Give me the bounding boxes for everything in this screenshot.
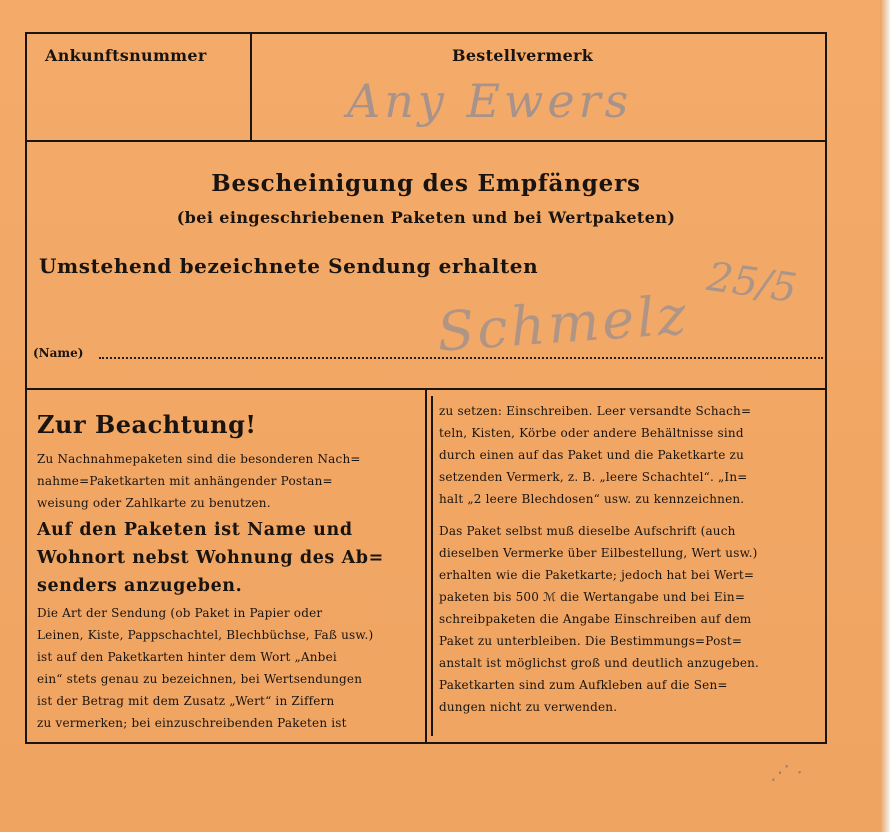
text-line: weisung oder Zahlkarte zu benutzen.	[37, 496, 271, 510]
text-line: nahme=Paketkarten mit anhängender Postan=	[37, 474, 333, 488]
text-line: ein“ stets genau zu bezeichnen, bei Wertsendungen	[37, 672, 363, 686]
text-line: paketen bis 500 ℳ die Wertangabe und bei Ein=	[439, 590, 746, 604]
handwritten-date: 25/5	[704, 253, 800, 313]
card-edge	[880, 0, 890, 832]
text-line: Das Paket selbst muß dieselbe Aufschrift (auch	[439, 524, 736, 538]
text-line: Wohnort nebst Wohnung des Ab=	[37, 548, 384, 568]
certificate-subtitle: (bei eingeschriebenen Paketen und bei Wertpaketen)	[176, 208, 676, 227]
form-frame	[25, 32, 827, 744]
text-line: erhalten wie die Paketkarte; jedoch hat bei Wert=	[439, 568, 755, 582]
text-line: durch einen auf das Paket und die Paketkarte zu	[439, 448, 744, 462]
text-line: Die Art der Sendung (ob Paket in Papier oder	[37, 606, 323, 620]
sender-address-notice	[37, 516, 417, 600]
text-line: schreibpaketen die Angabe Einschreiben auf dem	[439, 612, 752, 626]
text-line: halt „2 leere Blechdosen“ usw. zu kennzeichnen.	[439, 492, 745, 506]
text-line: ist der Betrag mit dem Zusatz „Wert“ in Ziffern	[37, 694, 335, 708]
recipient-certificate	[27, 142, 825, 390]
text-line: anstalt ist möglichst groß und deutlich anzugeben.	[439, 656, 760, 670]
cod-paragraph	[37, 448, 417, 514]
text-line: zu vermerken; bei einzuschreibenden Paketen ist	[37, 716, 347, 730]
text-line: setzenden Vermerk, z. B. „leere Schachtel“. „In=	[439, 470, 748, 484]
notice-section	[27, 390, 825, 742]
text-line: ist auf den Paketkarten hinter dem Wort „Anbei	[37, 650, 337, 664]
header-row	[27, 34, 825, 142]
text-line: Leinen, Kiste, Pappschachtel, Blechbüchse, Faß usw.)	[37, 628, 374, 642]
text-line: zu setzen: Einschreiben. Leer versandte Schach=	[439, 404, 752, 418]
certificate-title: Bescheinigung des Empfängers	[211, 170, 641, 197]
handwritten-signature: Schmelz	[435, 283, 691, 364]
text-line: dieselben Vermerke über Eilbestellung, Wert usw.)	[439, 546, 758, 560]
pencil-smudge: ⋰ ·	[770, 760, 803, 784]
text-line: Auf den Paketen ist Name und	[37, 520, 353, 540]
received-statement: Umstehend bezeichnete Sendung erhalten	[39, 254, 539, 278]
arrival-number-label: Ankunftsnummer	[45, 46, 207, 65]
text-line: teln, Kisten, Körbe oder andere Behältnisse sind	[439, 426, 744, 440]
shipment-type-paragraph	[37, 602, 417, 734]
text-line: Paket zu unterbleiben. Die Bestimmungs=Post=	[439, 634, 743, 648]
text-line: dungen nicht zu verwenden.	[439, 700, 618, 714]
text-line: senders anzugeben.	[37, 576, 243, 596]
empty-containers-paragraph	[439, 400, 817, 510]
text-line: Paketkarten sind zum Aufkleben auf die Sen=	[439, 678, 728, 692]
order-note-label: Bestellvermerk	[452, 46, 594, 65]
notice-right-column	[427, 390, 825, 742]
parcel-label-paragraph	[439, 520, 817, 718]
handwritten-order-note: Any Ewers	[347, 74, 633, 128]
arrival-number-cell	[27, 34, 252, 140]
column-rule	[431, 396, 433, 736]
notice-heading: Zur Beachtung!	[37, 410, 257, 439]
name-dotted-line	[99, 357, 823, 359]
notice-left-column	[27, 390, 427, 742]
text-line: Zu Nachnahmepaketen sind die besonderen Nach=	[37, 452, 361, 466]
name-label: (Name)	[33, 346, 84, 360]
